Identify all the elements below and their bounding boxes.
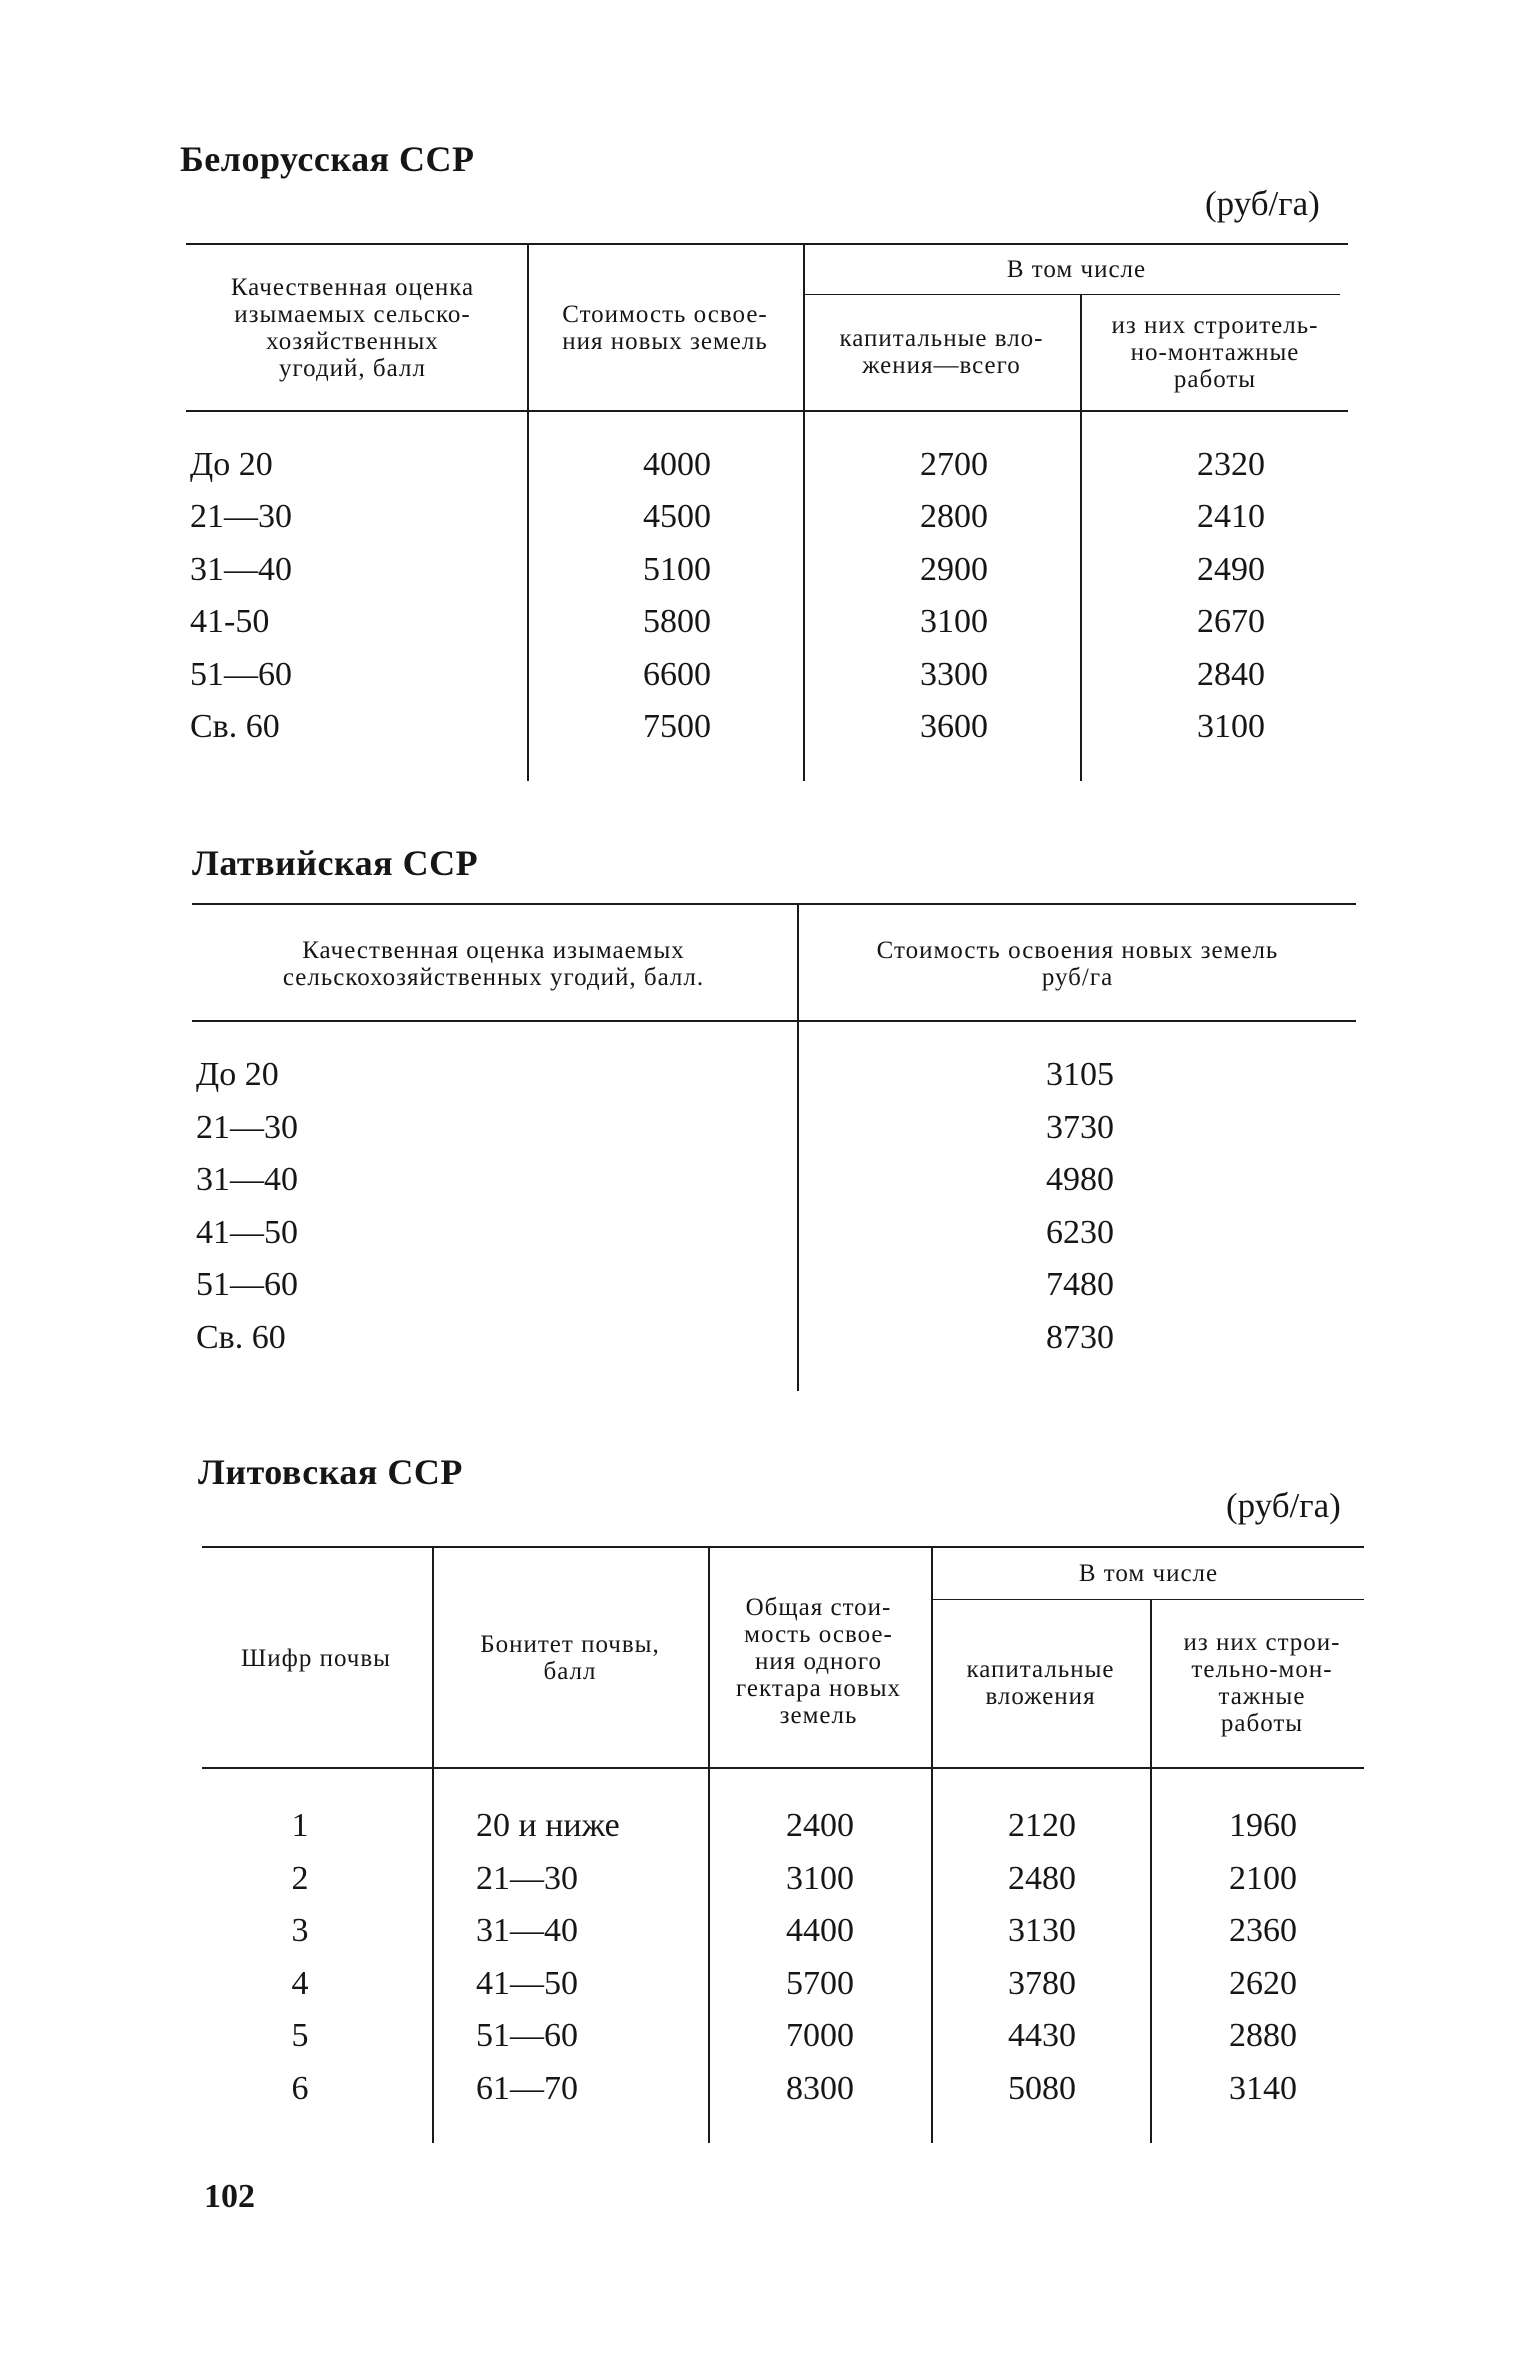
lithuania-bonitet-cell: 21—30 [476, 1860, 578, 1897]
lithuania-bonitet-cell: 31—40 [476, 1912, 578, 1949]
belarus-cost-cell: 4500 [643, 498, 711, 535]
lithuania-code-cell: 5 [291, 2017, 309, 2054]
belarus-capital-cell: 2900 [920, 551, 988, 588]
lithuania-capital-cell: 3130 [1008, 1912, 1076, 1949]
lithuania-code-cell: 3 [291, 1912, 309, 1949]
belarus-header-capital: капитальные вло- жения—всего [839, 325, 1044, 379]
latvia-cost-cell: 4980 [1046, 1161, 1114, 1198]
latvia-header-rule [192, 1020, 1356, 1022]
page-number: 102 [204, 2178, 255, 2215]
latvia-quality-cell: 31—40 [196, 1161, 298, 1198]
latvia-cost-cell: 3730 [1046, 1109, 1114, 1146]
lithuania-code-cell: 1 [291, 1807, 309, 1844]
belarus-cost-cell: 4000 [643, 446, 711, 483]
lithuania-construction-cell: 3140 [1229, 2070, 1297, 2107]
lithuania-header-total: Общая стои- мость освое- ния одного гектара новых земель [736, 1593, 901, 1729]
belarus-title: Белорусская ССР [180, 139, 475, 179]
lithuania-construction-cell: 2880 [1229, 2017, 1297, 2054]
belarus-header-cost: Стоимость освое- ния новых земель [562, 300, 768, 355]
belarus-cost-cell: 6600 [643, 656, 711, 693]
belarus-construction-cell: 2840 [1197, 656, 1265, 693]
lithuania-total-cell: 2400 [786, 1807, 854, 1844]
latvia-title: Латвийская ССР [192, 843, 479, 883]
lithuania-capital-cell: 2480 [1008, 1860, 1076, 1897]
lithuania-header-bonitet: Бонитет почвы, балл [480, 1631, 660, 1685]
lithuania-group-rule [931, 1599, 1364, 1600]
belarus-construction-cell: 2670 [1197, 603, 1265, 640]
latvia-quality-cell: 41—50 [196, 1214, 298, 1251]
belarus-capital-cell: 3100 [920, 603, 988, 640]
lithuania-capital-cell: 4430 [1008, 2017, 1076, 2054]
belarus-cost-cell: 5100 [643, 551, 711, 588]
belarus-header-construction: из них строитель- но-монтажные работы [1111, 311, 1319, 393]
belarus-quality-cell: 41-50 [190, 603, 270, 640]
belarus-group-rule [803, 294, 1340, 295]
lithuania-construction-cell: 2360 [1229, 1912, 1297, 1949]
latvia-quality-cell: До 20 [196, 1056, 279, 1093]
belarus-cost-cell: 5800 [643, 603, 711, 640]
lithuania-capital-cell: 2120 [1008, 1807, 1076, 1844]
lithuania-title: Литовская ССР [198, 1452, 463, 1492]
belarus-construction-cell: 2410 [1197, 498, 1265, 535]
lithuania-code-cell: 6 [291, 2070, 309, 2107]
belarus-quality-cell: 51—60 [190, 656, 292, 693]
belarus-construction-cell: 2320 [1197, 446, 1265, 483]
latvia-quality-cell: 51—60 [196, 1266, 298, 1303]
lithuania-code-cell: 2 [291, 1860, 309, 1897]
lithuania-bonitet-cell: 61—70 [476, 2070, 578, 2107]
lithuania-unit: (руб/га) [1226, 1486, 1341, 1525]
lithuania-header-group: В том числе [1078, 1559, 1219, 1587]
belarus-construction-cell: 2490 [1197, 551, 1265, 588]
lithuania-bonitet-cell: 41—50 [476, 1965, 578, 2002]
belarus-capital-cell: 2700 [920, 446, 988, 483]
latvia-quality-cell: Св. 60 [196, 1319, 286, 1356]
belarus-quality-cell: 31—40 [190, 551, 292, 588]
lithuania-bonitet-cell: 20 и ниже [476, 1807, 620, 1844]
belarus-quality-cell: До 20 [190, 446, 273, 483]
lithuania-header-code: Шифр почвы [241, 1644, 391, 1672]
latvia-header-quality: Качественная оценка изымаемых сельскохозяйственных угодий, балл. [282, 937, 705, 991]
lithuania-capital-cell: 3780 [1008, 1965, 1076, 2002]
belarus-unit: (руб/га) [1205, 184, 1320, 223]
lithuania-header-capital: капитальные вложения [966, 1656, 1115, 1710]
lithuania-capital-cell: 5080 [1008, 2070, 1076, 2107]
lithuania-total-cell: 7000 [786, 2017, 854, 2054]
lithuania-construction-cell: 2620 [1229, 1965, 1297, 2002]
latvia-top-rule [192, 903, 1356, 905]
belarus-capital-cell: 2800 [920, 498, 988, 535]
lithuania-total-cell: 5700 [786, 1965, 854, 2002]
belarus-capital-cell: 3600 [920, 708, 988, 745]
lithuania-header-construction: из них строи- тельно-мон- тажные работы [1183, 1629, 1341, 1737]
lithuania-top-rule [202, 1546, 1364, 1548]
belarus-header-quality: Качественная оценка изымаемых сельско- хозяйственных угодий, балл [230, 273, 475, 382]
latvia-cost-cell: 3105 [1046, 1056, 1114, 1093]
lithuania-bonitet-cell: 51—60 [476, 2017, 578, 2054]
lithuania-code-cell: 4 [291, 1965, 309, 2002]
lithuania-total-cell: 3100 [786, 1860, 854, 1897]
latvia-cost-cell: 8730 [1046, 1319, 1114, 1356]
lithuania-total-cell: 8300 [786, 2070, 854, 2107]
latvia-quality-cell: 21—30 [196, 1109, 298, 1146]
latvia-cost-cell: 7480 [1046, 1266, 1114, 1303]
lithuania-construction-cell: 1960 [1229, 1807, 1297, 1844]
lithuania-total-cell: 4400 [786, 1912, 854, 1949]
belarus-header-rule [186, 410, 1348, 412]
belarus-quality-cell: 21—30 [190, 498, 292, 535]
belarus-capital-cell: 3300 [920, 656, 988, 693]
latvia-cost-cell: 6230 [1046, 1214, 1114, 1251]
lithuania-header-rule [202, 1767, 1364, 1769]
belarus-header-group: В том числе [1006, 255, 1147, 283]
belarus-construction-cell: 3100 [1197, 708, 1265, 745]
belarus-top-rule [186, 243, 1348, 245]
latvia-header-cost: Стоимость освоения новых земель руб/га [876, 937, 1279, 991]
belarus-quality-cell: Св. 60 [190, 708, 280, 745]
lithuania-construction-cell: 2100 [1229, 1860, 1297, 1897]
belarus-cost-cell: 7500 [643, 708, 711, 745]
